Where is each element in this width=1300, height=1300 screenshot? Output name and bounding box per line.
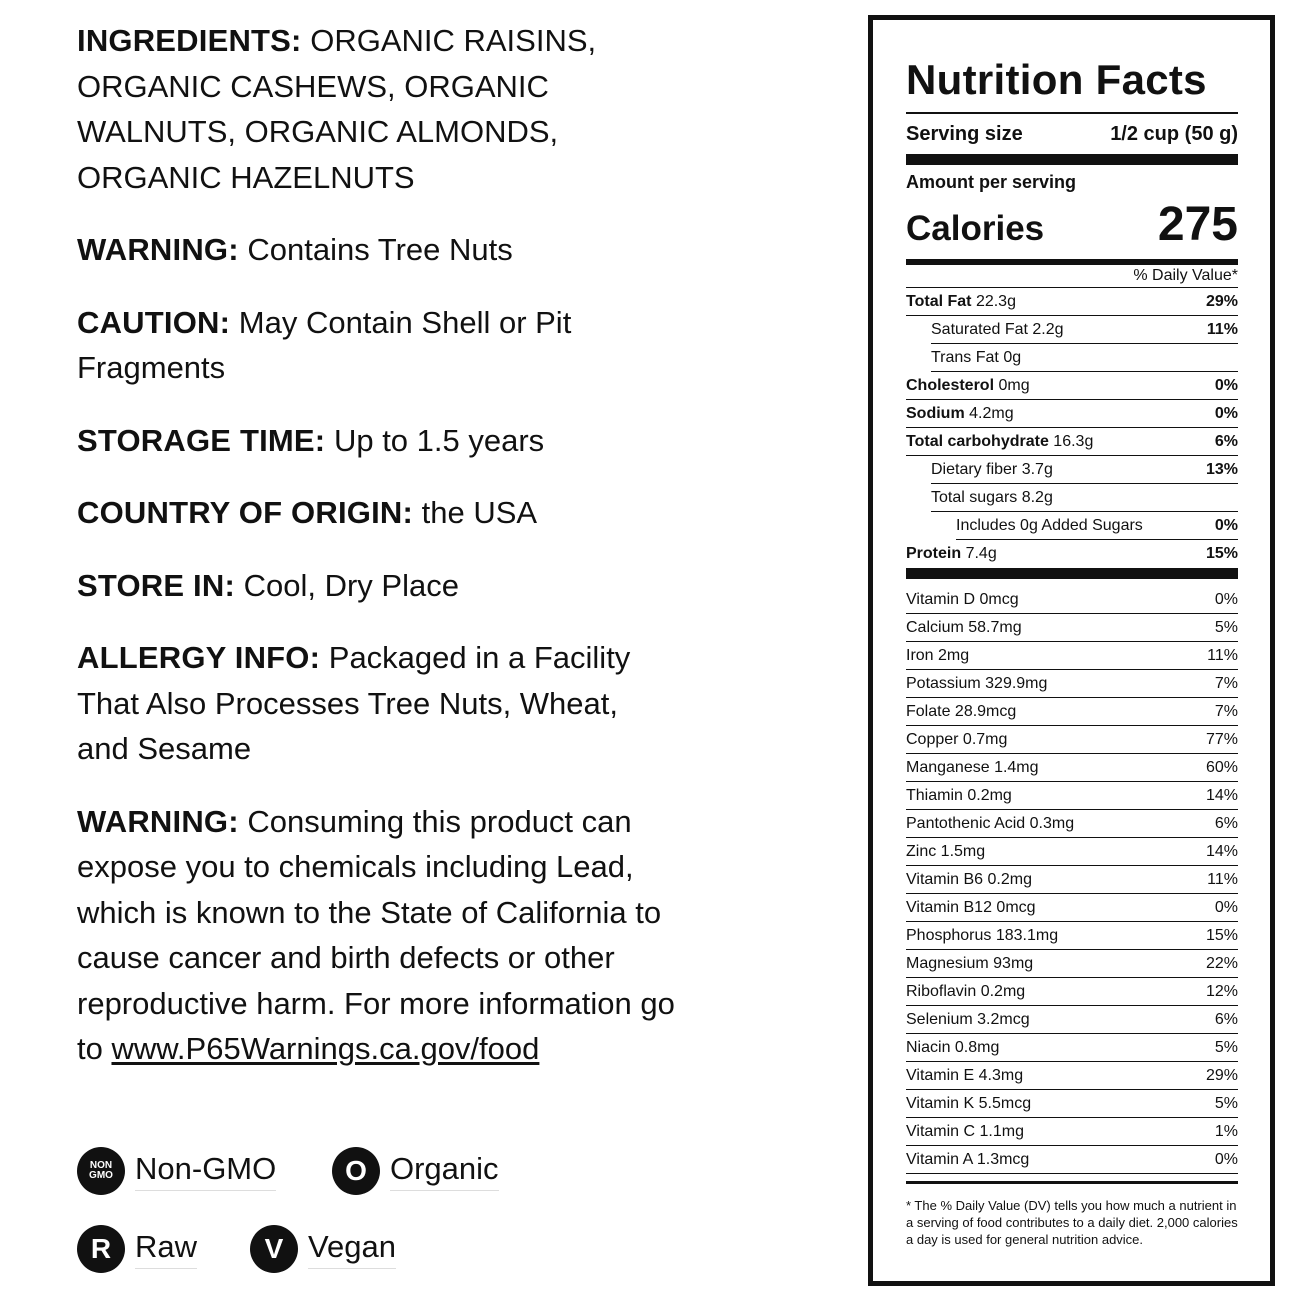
vitamin-pct: 7% [1214,674,1238,692]
nutrient-label: Protein [906,544,962,562]
allergen-warning [77,227,677,273]
vitamin-pct: 12% [1205,982,1238,1000]
badge-organic [332,1147,499,1195]
calories-value: 275 [1157,198,1238,251]
vitamin-label: Vitamin D 0mcg [906,590,1019,608]
vitamin-pct: 22% [1205,954,1238,972]
nutrient-pct: 11% [1206,320,1238,338]
nutrient-amount: 4.2mg [969,404,1014,422]
vitamin-label: Manganese 1.4mg [906,758,1039,776]
ingredients-label: INGREDIENTS: [77,23,302,58]
badge-label: Non-GMO [135,1151,276,1191]
non-gmo-icon-line2: GMO [89,1170,113,1181]
vitamin-pct: 5% [1214,1094,1238,1112]
nutrient-row-dietary-fiber [931,456,1238,484]
nutrient-row-sodium [906,400,1238,428]
vitamin-pct: 5% [1214,1038,1238,1056]
daily-value-footnote: * The % Daily Value (DV) tells you how much a nutrient in a serving of food contributes to a daily diet. 2,000 calories a day is used for general nutrition advice. [906,1181,1238,1248]
vitamin-row [906,726,1238,754]
ingredients [77,18,677,200]
nutrient-pct: 6% [1214,432,1238,450]
nutrient-row-added-sugars [956,512,1238,540]
serving-value: 1/2 cup (50 g) [1110,122,1238,145]
vitamin-pct: 15% [1205,926,1238,944]
vitamin-row [906,1006,1238,1034]
nutrient-label: Dietary fiber 3.7g [931,460,1053,478]
vitamin-pct: 7% [1214,702,1238,720]
nutrient-label: Total sugars 8.2g [931,488,1053,506]
nutrient-pct: 0% [1214,516,1238,534]
country-of-origin [77,490,677,536]
nutrient-row-trans-fat [931,344,1238,372]
vitamin-label: Selenium 3.2mcg [906,1010,1030,1028]
vitamin-row [906,950,1238,978]
vegan-icon: V [250,1225,298,1273]
vitamin-label: Vitamin B6 0.2mg [906,870,1032,888]
nutrient-row-total-sugars [931,484,1238,512]
nutrient-amount: 22.3g [975,292,1016,310]
caution-text: May Contain Shell or Pit Fragments [77,304,572,385]
vitamin-pct: 1% [1214,1122,1238,1140]
vitamin-pct: 0% [1214,590,1238,608]
nutrient-row-cholesterol [906,372,1238,400]
prop65-text: Consuming this product can expose you to chemicals including Lead, which is known to the State of California to cause cancer and birth defects or other reproductive harm. For more information go to [77,803,675,1066]
nutrition-facts-panel [868,15,1275,1286]
storage-text: Up to 1.5 years [333,422,545,458]
ingredients-text: ORGANIC RAISINS, ORGANIC CASHEWS, ORGANIC WALNUTS, ORGANIC ALMONDS, ORGANIC HAZELNUTS [77,23,597,195]
vitamin-row [906,1034,1238,1062]
nutrient-amount: 16.3g [1053,432,1094,450]
vitamin-pct: 11% [1207,870,1238,888]
origin-text: the USA [421,495,538,530]
badge-label: Vegan [308,1229,396,1269]
nutrient-row-total-carbohydrate [906,428,1238,456]
caution [77,300,677,391]
calories [906,197,1238,253]
vitamin-row [906,1146,1238,1174]
vitamin-label: Calcium 58.7mg [906,618,1022,636]
vitamin-pct: 14% [1205,786,1238,804]
warning-text: Contains Tree Nuts [247,232,513,267]
vitamin-label: Vitamin K 5.5mcg [906,1094,1032,1112]
vitamin-label: Niacin 0.8mg [906,1038,1000,1056]
vitamin-pct: 14% [1205,842,1238,860]
store-label: STORE IN: [77,567,235,603]
vitamin-label: Vitamin A 1.3mcg [906,1150,1030,1168]
storage-time [77,418,677,464]
store-in [77,563,677,609]
store-text: Cool, Dry Place [243,567,459,603]
vitamin-pct: 29% [1205,1066,1238,1084]
nutrient-row-protein [906,540,1238,567]
organic-icon: O [332,1147,380,1195]
nutrient-pct: 0% [1214,376,1238,394]
thick-divider [906,154,1238,165]
vitamin-label: Pantothenic Acid 0.3mg [906,814,1075,832]
vitamin-label: Thiamin 0.2mg [906,786,1012,804]
prop65-label: WARNING: [77,803,239,839]
vitamin-row [906,1118,1238,1146]
nutrient-label: Cholesterol [906,376,995,394]
vitamin-pct: 11% [1207,646,1238,664]
raw-icon: R [77,1225,125,1273]
serving-label: Serving size [906,122,1023,145]
nutrient-label: Total Fat [906,292,972,310]
origin-label: COUNTRY OF ORIGIN: [77,495,413,530]
vitamin-label: Zinc 1.5mg [906,842,986,860]
nutrition-title: Nutrition Facts [906,56,1207,103]
vitamin-label: Folate 28.9mcg [906,702,1017,720]
nutrient-pct: 0% [1214,404,1238,422]
badge-vegan [250,1225,396,1273]
amount-per-serving: Amount per serving [906,172,1077,192]
product-info [77,18,677,1072]
thick-divider [906,568,1238,579]
vitamin-row [906,810,1238,838]
vitamin-row [906,866,1238,894]
nutrient-label: Includes 0g Added Sugars [956,516,1143,534]
vitamin-label: Vitamin B12 0mcg [906,898,1036,916]
vitamin-label: Magnesium 93mg [906,954,1034,972]
calories-label: Calories [906,209,1045,248]
allergy-text: Packaged in a Facility That Also Processes Tree Nuts, Wheat, and Sesame [77,640,631,766]
vitamin-row [906,698,1238,726]
nutrient-row-total-fat [906,288,1238,316]
non-gmo-icon-line1: NON [89,1160,113,1171]
vitamin-label: Vitamin E 4.3mg [906,1066,1024,1084]
vitamin-row [906,642,1238,670]
serving-size [906,114,1238,154]
vitamin-row [906,894,1238,922]
storage-label: STORAGE TIME: [77,422,326,458]
nutrient-amount: 7.4g [965,544,997,562]
badge-raw [77,1225,197,1273]
nutrient-amount: 0mg [998,376,1030,394]
vitamin-row [906,1090,1238,1118]
vitamin-label: Phosphorus 183.1mg [906,926,1059,944]
vitamin-label: Riboflavin 0.2mg [906,982,1026,1000]
vitamin-list [906,586,1238,1174]
nutrient-label: Saturated Fat 2.2g [931,320,1064,338]
vitamin-row [906,754,1238,782]
nutrient-row-saturated-fat [931,316,1238,344]
vitamin-row [906,670,1238,698]
badge-label: Raw [135,1229,197,1269]
vitamin-row [906,586,1238,614]
prop65-warning [77,799,677,1072]
nutrient-pct: 13% [1205,460,1238,478]
nutrient-label: Sodium [906,404,965,422]
vitamin-pct: 0% [1214,898,1238,916]
nutrient-label: Trans Fat 0g [931,348,1022,366]
vitamin-label: Copper 0.7mg [906,730,1008,748]
warning-label: WARNING: [77,232,239,267]
nutrient-label: Total carbohydrate [906,432,1049,450]
vitamin-label: Iron 2mg [906,646,970,664]
vitamin-pct: 6% [1214,1010,1238,1028]
prop65-link[interactable]: www.P65Warnings.ca.gov/food [111,1031,540,1066]
vitamin-pct: 60% [1205,758,1238,776]
vitamin-row [906,922,1238,950]
vitamin-row [906,838,1238,866]
allergy-label: ALLERGY INFO: [77,640,321,675]
vitamin-pct: 5% [1214,618,1238,636]
vitamin-pct: 77% [1205,730,1238,748]
allergy-info [77,635,677,772]
vitamin-row [906,614,1238,642]
non-gmo-icon [77,1147,125,1195]
vitamin-label: Potassium 329.9mg [906,674,1048,692]
vitamin-pct: 0% [1214,1150,1238,1168]
badge-label: Organic [390,1151,499,1191]
vitamin-row [906,1062,1238,1090]
daily-value-header: % Daily Value* [906,265,1238,288]
nutrient-pct: 29% [1205,292,1238,310]
badge-non-gmo [77,1147,276,1195]
vitamin-row [906,782,1238,810]
caution-label: CAUTION: [77,304,231,340]
vitamin-label: Vitamin C 1.1mg [906,1122,1024,1140]
nutrient-pct: 15% [1205,544,1238,562]
vitamin-row [906,978,1238,1006]
vitamin-pct: 6% [1214,814,1238,832]
